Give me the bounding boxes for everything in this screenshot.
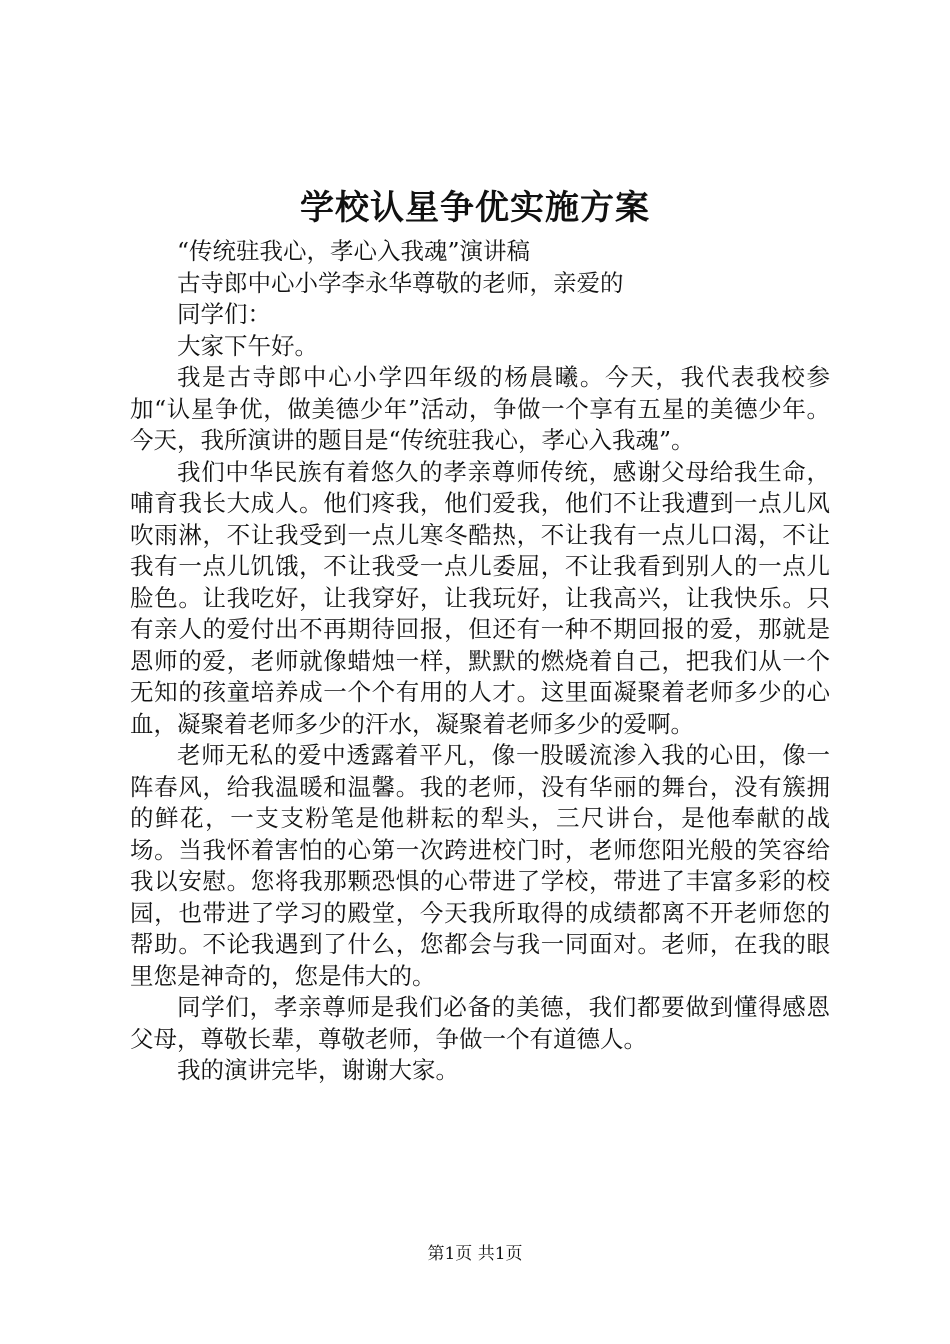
paragraph: 我是古寺郎中心小学四年级的杨晨曦。今天，我代表我校参加“认星争优，做美德少年”活动，争做一个享有五星的美德少年。今天，我所演讲的题目是“传统驻我心，孝心入我魂”。 [130, 363, 830, 454]
paragraph: 老师无私的爱中透露着平凡，像一股暖流渗入我的心田，像一阵春风，给我温暖和温馨。我的老师，没有华丽的舞台，没有簇拥的鲜花，一支支粉笔是他耕耘的犁头，三尺讲台，是他奉献的战场。当我怀着害怕的心第一次跨进校门时，老师您阳光般的笑容给我以安慰。您将我那颗恐惧的心带进了学校，带进了丰富多彩的校园，也带进了学习的殿堂，今天我所取得的成绩都离不开老师您的帮助。不论我遇到了什么，您都会与我一同面对。老师，在我的眼里您是神奇的，您是伟大的。 [130, 741, 830, 990]
salutation-line: 同学们： [177, 300, 271, 328]
paragraph: 我们中华民族有着悠久的孝亲尊师传统，感谢父母给我生命，哺育我长大成人。他们疼我，他们爱我，他们不让我遭到一点儿风吹雨淋，不让我受到一点儿寒冬酷热，不让我有一点儿口渴，不让我有一点儿饥饿，不让我受一点儿委屈，不让我看到别人的一点儿脸色。让我吃好，让我穿好，让我玩好，让我高兴，让我快乐。只有亲人的爱付出不再期待回报，但还有一种不期回报的爱，那就是恩师的爱，老师就像蜡烛一样，默默的燃烧着自己，把我们从一个无知的孩童培养成一个个有用的人才。这里面凝聚着老师多少的心血，凝聚着老师多少的汗水，凝聚着老师多少的爱啊。 [130, 457, 830, 738]
page-number-footer: 第1页 共1页 [427, 1244, 523, 1264]
paragraph: 同学们，孝亲尊师是我们必备的美德，我们都要做到懂得感恩父母，尊敬长辈，尊敬老师，争做一个有道德人。 [130, 993, 830, 1053]
greeting-line: 大家下午好。 [177, 331, 318, 360]
closing-line: 我的演讲完毕，谢谢大家。 [177, 1056, 459, 1084]
document-title: 学校认星争优实施方案 [300, 188, 650, 228]
speech-heading: “传统驻我心，孝心入我魂”演讲稿 [177, 237, 531, 265]
document-body [130, 236, 830, 1087]
speaker-line: 古寺郎中心小学李永华尊敬的老师，亲爱的 [177, 268, 624, 297]
